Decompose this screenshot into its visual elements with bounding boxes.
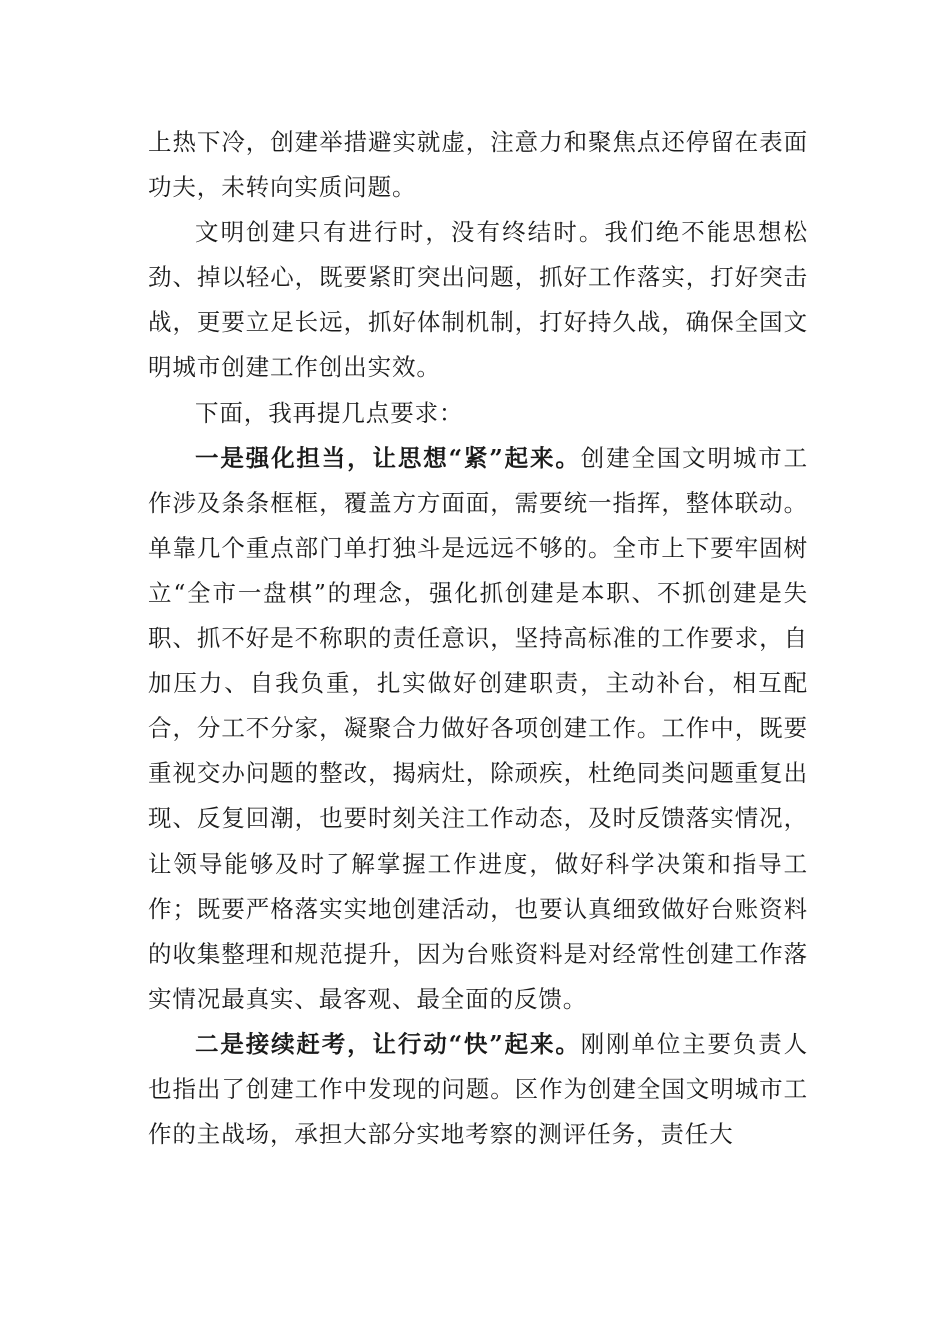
paragraph-text: 刚刚单位主要负责人也指出了创建工作中发现的问题。区作为创建全国文明城市工作的主战场，承担大部分实地考察的测评任务，责任大 xyxy=(148,1029,809,1149)
paragraph-text: 创建全国文明城市工作涉及条条框框，覆盖方方面面，需要统一指挥，整体联动。单靠几个重点部门单打独斗是远远不够的。全市上下要牢固树立“全市一盘棋”的理念，强化抓创建是本职、不抓创建是失职、抓不好是不称职的责任意识，坚持高标准的工作要求，自加压力、自我负重，扎实做好创建职责，主动补台，相互配合，分工不分家，凝聚合力做好各项创建工作。工作中，既要重视交办问题的整改，揭病灶，除顽疾，杜绝同类问题重复出现、反复回潮，也要时刻关注工作动态，及时反馈落实情况，让领导能够及时了解掌握工作进度，做好科学决策和指导工作；既要严格落实实地创建活动，也要认真细致做好台账资料的收集整理和规范提升，因为台账资料是对经常性创建工作落实情况最真实、最客观、最全面的反馈。 xyxy=(148,443,809,1013)
paragraph-requirements-intro xyxy=(148,391,808,436)
paragraph-text: 文明创建只有进行时，没有终结时。我们绝不能思想松劲、掉以轻心，既要紧盯突出问题，抓好工作落实，打好突击战，更要立足长远，抓好体制机制，打好持久战，确保全国文明城市创建工作创出实效。 xyxy=(148,218,808,382)
paragraph-text: 上热下冷，创建举措避实就虚，注意力和聚焦点还停留在表面功夫，未转向实质问题。 xyxy=(148,128,808,202)
paragraph-continuation xyxy=(148,120,808,210)
paragraph-lead: 一是强化担当，让思想“紧”起来。 xyxy=(195,443,581,472)
paragraph-requirement-two xyxy=(148,1022,808,1157)
paragraph-lead: 二是接续赶考，让行动“快”起来。 xyxy=(195,1029,581,1058)
document-page xyxy=(148,120,808,1157)
paragraph-text: 下面，我再提几点要求： xyxy=(195,398,464,427)
paragraph-requirement-one xyxy=(148,436,808,1022)
paragraph-civilization xyxy=(148,210,808,390)
